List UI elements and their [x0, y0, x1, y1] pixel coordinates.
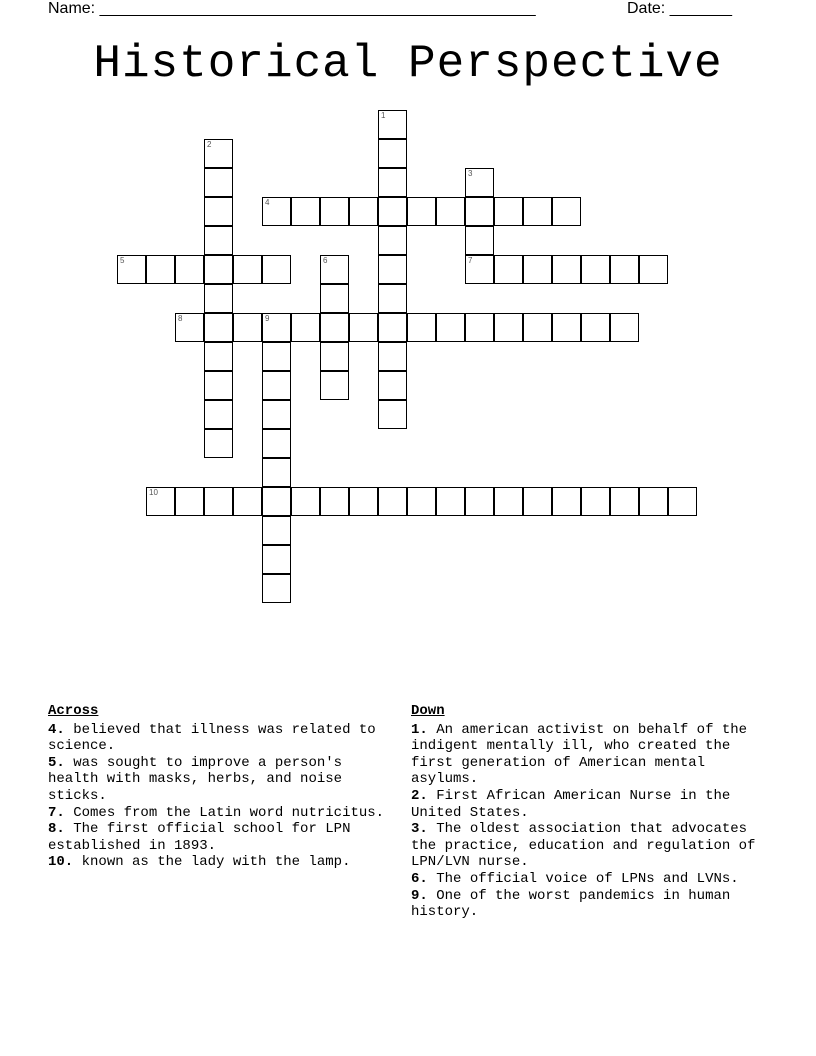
crossword-cell[interactable]	[668, 487, 697, 516]
crossword-cell[interactable]	[610, 487, 639, 516]
crossword-cell[interactable]	[523, 313, 552, 342]
clue-across-7	[48, 805, 400, 822]
clue-number: 1.	[411, 721, 428, 738]
crossword-cell[interactable]	[262, 516, 291, 545]
crossword-cell[interactable]	[378, 342, 407, 371]
cell-number: 3	[468, 169, 473, 178]
cell-number: 7	[468, 256, 473, 265]
crossword-cell[interactable]	[610, 255, 639, 284]
crossword-cell[interactable]	[204, 342, 233, 371]
clue-text: was sought to improve a person's health with masks, herbs, and noise sticks.	[48, 754, 343, 804]
crossword-cell[interactable]	[407, 197, 436, 226]
clue-number: 6.	[411, 870, 428, 887]
crossword-cell[interactable]	[175, 255, 204, 284]
crossword-cell[interactable]	[378, 110, 407, 139]
crossword-cell[interactable]	[407, 313, 436, 342]
crossword-cell[interactable]	[291, 487, 320, 516]
crossword-cell[interactable]	[262, 458, 291, 487]
clue-text: The official voice of LPNs and LVNs.	[436, 870, 739, 887]
clue-down-9	[411, 888, 763, 921]
crossword-cell[interactable]	[262, 400, 291, 429]
crossword-cell[interactable]	[465, 255, 494, 284]
clue-across-8	[48, 821, 400, 854]
crossword-cell[interactable]	[436, 313, 465, 342]
crossword-cell[interactable]	[262, 429, 291, 458]
cell-number: 8	[178, 314, 183, 323]
crossword-cell[interactable]	[204, 139, 233, 168]
crossword-cell[interactable]	[378, 400, 407, 429]
crossword-cell[interactable]	[233, 487, 262, 516]
clue-number: 10.	[48, 854, 74, 871]
crossword-cell[interactable]	[320, 313, 349, 342]
crossword-cell[interactable]	[378, 284, 407, 313]
down-clues	[411, 703, 763, 921]
name-field-label: Name: _________________________________________________	[48, 0, 536, 17]
crossword-cell[interactable]	[291, 313, 320, 342]
clue-number: 3.	[411, 821, 428, 838]
crossword-cell[interactable]	[320, 197, 349, 226]
cell-number: 5	[120, 256, 125, 265]
cell-number: 10	[149, 488, 158, 497]
crossword-cell[interactable]	[465, 313, 494, 342]
crossword-cell[interactable]	[581, 487, 610, 516]
across-heading: Across	[48, 703, 99, 719]
crossword-cell[interactable]	[639, 487, 668, 516]
crossword-cell[interactable]	[204, 255, 233, 284]
crossword-cell[interactable]	[523, 197, 552, 226]
clue-across-10	[48, 854, 400, 871]
crossword-cell[interactable]	[436, 197, 465, 226]
crossword-cell[interactable]	[378, 487, 407, 516]
clue-text: The first official school for LPN established in 1893.	[48, 821, 351, 854]
clue-number: 4.	[48, 721, 65, 738]
crossword-cell[interactable]	[146, 487, 175, 516]
crossword-cell[interactable]	[552, 197, 581, 226]
crossword-cell[interactable]	[262, 487, 291, 516]
crossword-cell[interactable]	[378, 168, 407, 197]
crossword-cell[interactable]	[117, 255, 146, 284]
crossword-cell[interactable]	[262, 574, 291, 603]
crossword-cell[interactable]	[146, 255, 175, 284]
crossword-cell[interactable]	[262, 197, 291, 226]
crossword-cell[interactable]	[204, 226, 233, 255]
crossword-cell[interactable]	[320, 342, 349, 371]
clue-text: known as the lady with the lamp.	[81, 854, 351, 871]
crossword-cell[interactable]	[175, 487, 204, 516]
crossword-cell[interactable]	[552, 487, 581, 516]
crossword-cell[interactable]	[233, 255, 262, 284]
clue-down-3	[411, 821, 763, 871]
crossword-cell[interactable]	[465, 226, 494, 255]
crossword-cell[interactable]	[378, 255, 407, 284]
clue-number: 2.	[411, 787, 428, 804]
crossword-cell[interactable]	[320, 255, 349, 284]
crossword-cell[interactable]	[494, 255, 523, 284]
crossword-cell[interactable]	[465, 487, 494, 516]
crossword-cell[interactable]	[581, 313, 610, 342]
crossword-cell[interactable]	[523, 255, 552, 284]
crossword-cell[interactable]	[204, 400, 233, 429]
crossword-cell[interactable]	[262, 342, 291, 371]
crossword-cell[interactable]	[349, 487, 378, 516]
clue-text: Comes from the Latin word nutricitus.	[73, 804, 385, 821]
crossword-cell[interactable]	[639, 255, 668, 284]
clue-down-6	[411, 871, 763, 888]
clue-text: An american activist on behalf of the indigent mentally ill, who created the first generation of American mental asylums.	[411, 721, 748, 788]
crossword-cell[interactable]	[552, 313, 581, 342]
crossword-cell[interactable]	[378, 313, 407, 342]
crossword-cell[interactable]	[494, 487, 523, 516]
cell-number: 2	[207, 140, 212, 149]
crossword-cell[interactable]	[233, 313, 262, 342]
crossword-cell[interactable]	[204, 371, 233, 400]
clue-text: First African American Nurse in the United States.	[411, 787, 731, 821]
crossword-cell[interactable]	[204, 429, 233, 458]
cell-number: 1	[381, 111, 386, 120]
clue-number: 9.	[411, 887, 428, 904]
crossword-cell[interactable]	[204, 284, 233, 313]
cell-number: 6	[323, 256, 328, 265]
crossword-cell[interactable]	[378, 371, 407, 400]
date-field-label: Date: _______	[627, 0, 732, 17]
crossword-cell[interactable]	[523, 487, 552, 516]
crossword-cell[interactable]	[291, 197, 320, 226]
down-heading: Down	[411, 703, 445, 719]
clue-down-1	[411, 722, 763, 788]
crossword-cell[interactable]	[349, 197, 378, 226]
clue-down-2	[411, 788, 763, 821]
crossword-cell[interactable]	[494, 313, 523, 342]
crossword-cell[interactable]	[378, 197, 407, 226]
cell-number: 4	[265, 198, 270, 207]
crossword-cell[interactable]	[262, 545, 291, 574]
crossword-cell[interactable]	[465, 168, 494, 197]
crossword-cell[interactable]	[204, 168, 233, 197]
clue-number: 5.	[48, 754, 65, 771]
crossword-cell[interactable]	[320, 284, 349, 313]
crossword-cell[interactable]	[175, 313, 204, 342]
crossword-cell[interactable]	[436, 487, 465, 516]
crossword-cell[interactable]	[262, 371, 291, 400]
crossword-cell[interactable]	[204, 197, 233, 226]
clue-text: The oldest association that advocates the practice, education and regulation of LPN/LVN nurse.	[411, 821, 756, 871]
crossword-cell[interactable]	[262, 313, 291, 342]
crossword-cell[interactable]	[610, 313, 639, 342]
crossword-cell[interactable]	[581, 255, 610, 284]
puzzle-title: Historical Perspective	[93, 38, 723, 90]
crossword-cell[interactable]	[349, 313, 378, 342]
clue-number: 7.	[48, 804, 65, 821]
crossword-cell[interactable]	[378, 139, 407, 168]
crossword-cell[interactable]	[494, 197, 523, 226]
clue-across-5	[48, 755, 400, 805]
crossword-cell[interactable]	[378, 226, 407, 255]
crossword-cell[interactable]	[465, 197, 494, 226]
crossword-cell[interactable]	[204, 313, 233, 342]
cell-number: 9	[265, 314, 270, 323]
crossword-cell[interactable]	[552, 255, 581, 284]
crossword-cell[interactable]	[204, 487, 233, 516]
crossword-cell[interactable]	[407, 487, 436, 516]
across-clues	[48, 703, 400, 871]
clue-text: One of the worst pandemics in human history.	[411, 887, 731, 921]
crossword-cell[interactable]	[262, 255, 291, 284]
clue-number: 8.	[48, 821, 65, 838]
crossword-cell[interactable]	[320, 487, 349, 516]
crossword-cell[interactable]	[320, 371, 349, 400]
clue-text: believed that illness was related to science.	[48, 721, 376, 755]
clue-across-4	[48, 722, 400, 755]
